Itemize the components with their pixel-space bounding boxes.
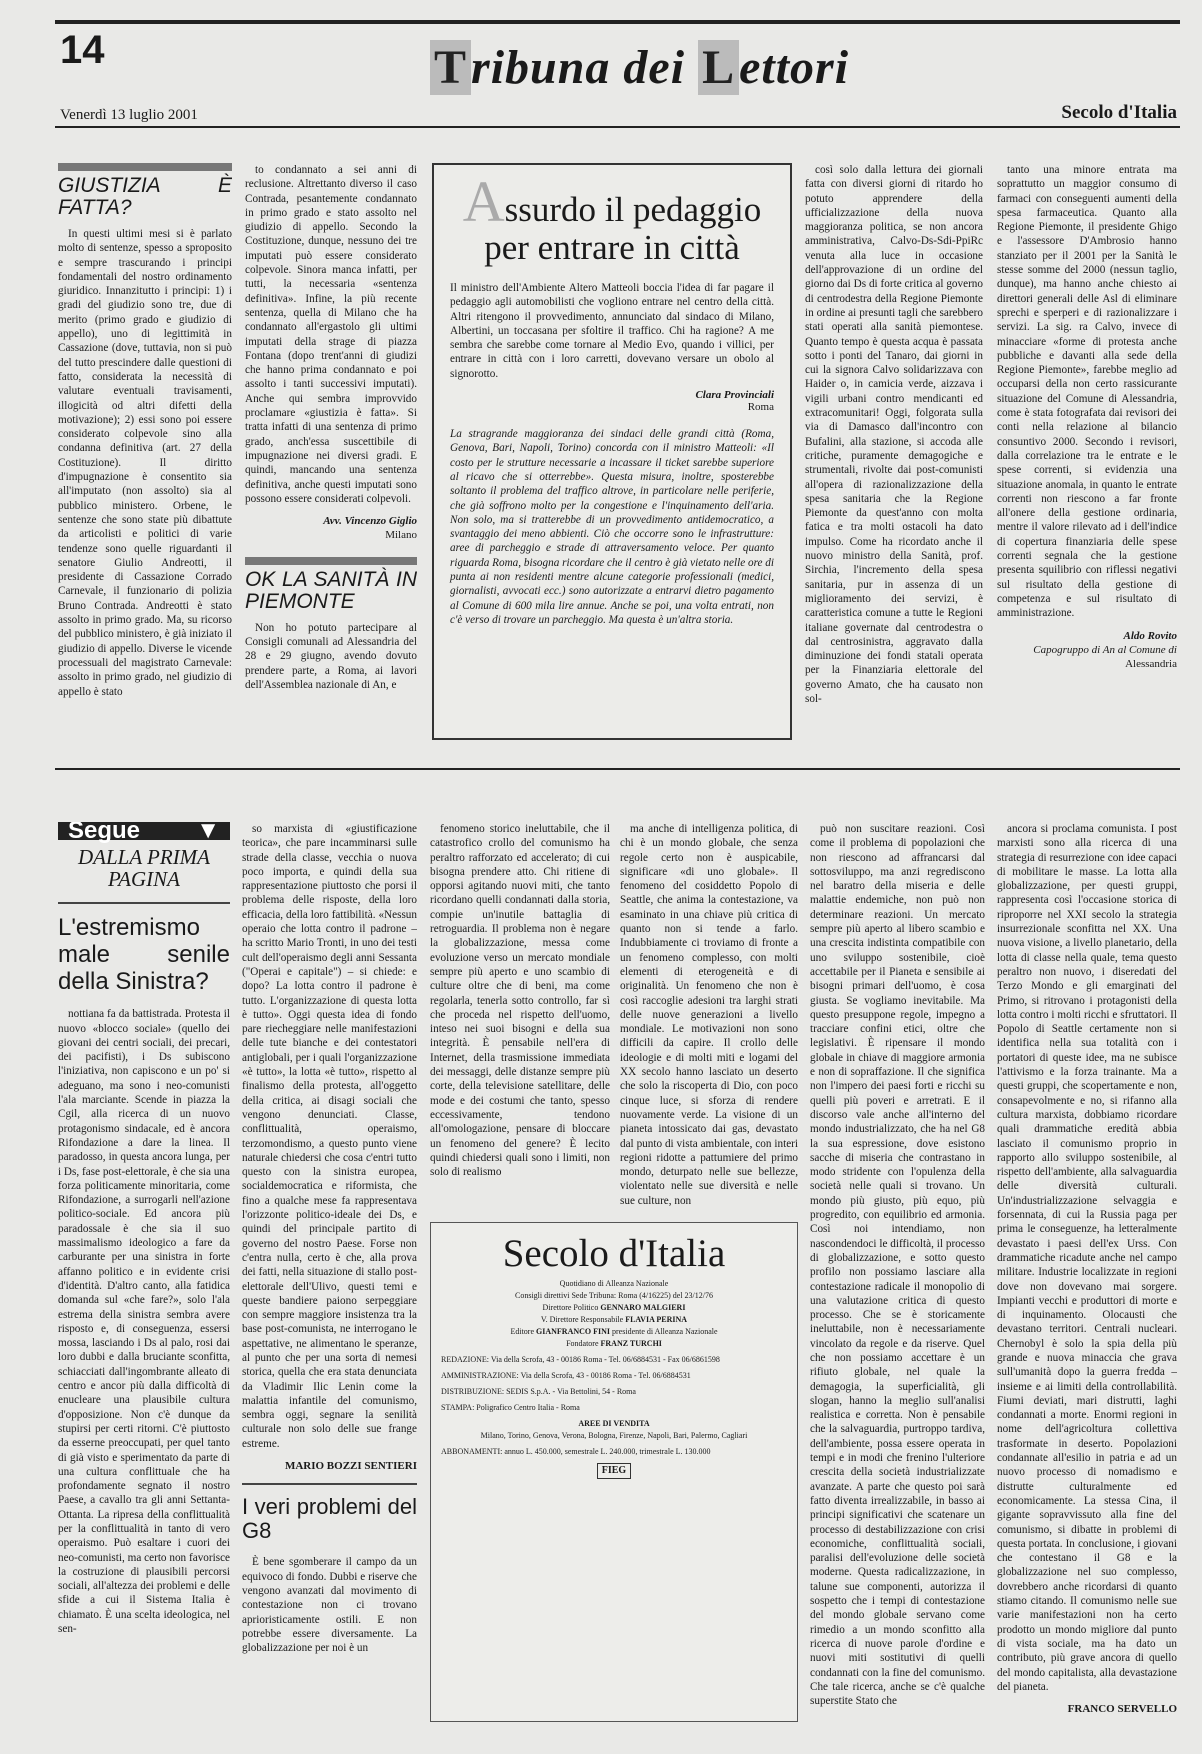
article-g8-body-end: ancora si proclama comunista. I post marxisti sono alla ricerca di una strategia di resurrezione con idee capaci di mobilitare le masse. La lotta alla globalizzazione, per questi gruppi, rappresenta così l'occasione storica di riproporre nel XXI secolo la strategia insurrezionale sconfitta nel XX. Una nuova visione, a livello planetario, della lotta di classe nella quale, tema questo peraltro non nuovo, i diseredati del Terzo Mondo e gli emarginati del Primo, si ritrovano i protagonisti della lotta contro i molti ricchi e sfruttatori. Il Popolo di Seattle certamente non si identifica nella sua totalità con i portatori di queste idee, ma ne subisce l'attivismo e la forza trainante. Ma a questi gruppi, che scopertamente e non, consapevolmente e no, si rifanno alla cultura marxista, dobbiamo ricordare quali drammatiche eredità abbia lasciato il comunismo proprio in rapporto allo sviluppo sostenibile, al rispetto dell'ambiente, alla salvaguardia delle diversità culturali. Un'industrializzazione selvaggia e forsennata, di cui la Russia paga per prima le conseguenze, ha letteralmente devastato i paesi dell'ex Urss. Con drammatiche ricadute anche nel campo militare. Industrie localizzate in regioni dove non dovevano mai sorgere. Impianti vecchi e produttori di morte e di inquinamento. Olocausti che devastano territori. Centrali nucleari. Chernobyl è solo la spia della più grande e nuova minaccia che grava sull'umanità dopo la guerra fredda – insieme e ai limiti della controllabilità. Fiumi deviati, mari distrutti, laghi condannati a morte. Enormi regioni in nome dell'agricoltura collettiva trasformate in deserto. Popolazioni condannate all'esilio in patria e ad un nuovo processo di nomadismo e distrutte culturalmente ed economicamente. La stessa Cina, il gigante sopravvissuto alla fine del comunismo, si dibatte in problemi di questa portata. In conclusione, i giovani che contestano il G8 e la globalizzazione nel suo complesso, dovrebbero anche ricordarsi di quanto stiamo citando. Il comunismo nelle sue varie manifestazioni non ha certo prodotto un mondo migliore dal punto di vista sociale, ma ha dato un contributo, più grave ancora di quello del mondo capitalista, alla devastazione del pianeta. — [997, 823, 1177, 1693]
masthead-initial-t: T — [430, 40, 471, 95]
dateline: Venerdì 13 luglio 2001 — [60, 107, 198, 123]
imprint-director-label: Direttore Politico — [542, 1303, 599, 1312]
article-estremismo — [58, 822, 230, 1740]
article-g8-body-cont2: ma anche di intelligenza politica, di chi è un mondo globale, che senza regole certo non è auspicabile, significare «di uno globale». Il fenomeno del cosiddetto Popolo di Seattle, che anima la contestazione, va esaminato in una chiave più critica di quanto non si tende a farlo. Indubbiamente ci troviamo di fronte a un fenomeno complesso, con molti elementi di eterogeneità e di originalità. Un fenomeno che non è così raccoglie adesioni tra larghi strati delle nuove generazioni a livello mondiale. Le motivazioni non sono difficili da capire. Il crollo delle ideologie e di molti miti e logami del XX secolo hanno lasciato un deserto che solo la riscoperta di Dio, con poco cinque luce, si sforza di rendere nuovamente verde. La visione di un pianeta intossicato dai gas, devastato dal punto di vista ambientale, con interi regioni ridotte a pattumiere del primo mondo, deturpato nelle sue bellezze, violentato nelle sue diversità e nelle sue culture, non — [620, 823, 798, 1207]
letter-body: In questi ultimi mesi si è parlato molto di sentenze, spesso a sproposito e sempre trascurando i principi fondamentali del nostro ordinamento giuridico. Innanzitutto i principi: 1) i gradi del giudizio sono tre, due di merito (primo grado e giudizio di appello), uno di legittimità in Cassazione (dove, tuttavia, non si può del tutto prescindere dalle questioni di fatto, considerata la necessità di valutare eventuali travisamenti, illogicità od altri difetti della motivazione); 2) essi sono poi essere considerato colpevole sino alla condanna definitiva (art. 27 della Costituzione). Il diritto d'impugnazione è consentito sia all'imputato (non assolto) sia al pubblico ministero. Orbene, le sentenze che sono state più dibattute da articolisti e politici di varie tendenze sono quelle riguardanti il senatore Giulio Andreotti, il presidente di Cassazione Corrado Carnevale, il funzionario di polizia Bruno Contrada. Andreotti è stato assolto in primo grado. Ma, su ricorso del pubblico ministero, è già iniziato il giudizio di appello. Diverse le vicende processuali del magistrato Carnevale: assolto in primo grado, nel giudizio di appello è stato — [58, 228, 232, 698]
featured-title-initial: A — [462, 169, 505, 234]
imprint-founder-label: Fondatore — [566, 1339, 599, 1348]
imprint-box — [430, 1222, 798, 1722]
letter-sanita-body-end: tanto una minore entrata ma soprattutto un maggior consumo di farmaci con conseguenti aumenti della spesa farmaceutica. Quanto alla Regione Piemonte, il presidente Ghigo e l'assessore D'Ambrosio hanno stanziato per il 2001 per la Sanità le stesse somme del 2000 (nessun taglio, dunque), ma hanno anche chiesto ai direttori generali delle Asl di eliminare sprechi e sperperi e di razionalizzare i servizi. La sig. ra Calvo, invece di minacciare «forme di protesta anche pubbliche e davanti alla sede della Regione Piemonte», farebbe meglio ad occuparsi della non certo rassicurante situazione del Comune di Alessandria, come è stata fotografata dai revisori dei conti nella relazione al bilancio consuntivo 2000. Secondo i revisori, dalla correlazione tra le entrate e le spese correnti, si evidenzia una situazione anomala, in quanto le entrate correnti non riescono a far fronte all'onere della gestione ordinaria, mentre il valore rilevato ad i dell'indice di copertura finanziaria delle spese correnti segnala che la gestione presenta squilibrio con riflessi negativi sul risultato della gestione di competenza e sul risultato di amministrazione. — [997, 164, 1177, 620]
triangle-down-icon: ▼ — [196, 822, 220, 844]
divider — [242, 1483, 417, 1485]
letter-sanita-place: Alessandria — [1125, 658, 1177, 671]
imprint-redazione: REDAZIONE: Via della Scrofa, 43 - 00186 Roma - Tel. 06/6884531 - Fax 06/6861598 — [441, 1355, 720, 1364]
article-estremismo-cont — [242, 822, 417, 1740]
imprint-editor — [441, 1327, 787, 1337]
article-g8-end — [997, 822, 1177, 1740]
featured-title-rest: ssurdo il pedaggio per entrare in città — [484, 190, 762, 267]
article-g8-body-cont3: può non suscitare reazioni. Così come il problema di popolazioni che non riescono ad affrancarsi dal sottosviluppo, ma anzi regrediscono nel baratro della miseria e delle malattie endemiche, non può non determinare reazioni. Un mercato sempre più aperto al libero scambio e una crescita indistinta compatibile con uno sviluppo sostenibile, cioè accettabile per il Pianeta e sensibile ai bisogni primari dell'uomo, è cosa giusta. Se vogliamo inevitabile. Ma questo presuppone regole, impegno a tracciare confini etici, oltre che legislativi. È ripensare il mondo globale in chiave di maggiore armonia e non di sopraffazione. Il che significa non l'impero dei paesi forti e ricchi su quelli più poveri e arretrati. E il discorso vale anche all'interno del mondo industrializzato, che ha nel G8 la sua espressione, dove esistono sacche di miseria che contrastano in modo stridente con l'opulenza della società nelle quali si trovano. Un mondo più giusto, più equo, più progredito, con equilibrio ed armonia. Così noi intendiamo, non nascondendoci le difficoltà, il processo di globalizzazione, e sotto questo profilo non possiamo lasciare alla contestazione radicale il monopolio di una valutazione critica di questo processo. Che se è storicamente ineluttabile, non è necessariamente vincolato da regole e da riserve. Quel che non possiamo accettare è un rifiuto globale, nel quale la demagogia, la superficialità, gli slogan, hanno la meglio sull'analisi realistica e corretta. Non è pensabile che la salvaguardia, purtroppo tardiva, dell'ambiente, possa essere operata in tempi e in modi che frenino l'ulteriore crescita della società industrializzate avanzate. A parte che questo poi sarà fatto diventa irrealizzabile, in basso ai principi significativi che scatenare un processo di destabilizzazione con crisi economiche, conflittualità sociali, paralisi dell'evoluzione delle società moderne. Questa radicalizzazione, in talune sue componenti, autorizza il sospetto che i tempi di contestazione del mondo globale servano come rimedio a un mondo sconfitto alla ricerca di nuove parole d'ordine e nuovi miti sostitutivi di quelli condannati con la fine del comunismo. Che tale ricerca, anche se c'è qualche superstite Stato che — [810, 823, 985, 1708]
imprint-subtitle: Quotidiano di Alleanza Nazionale — [559, 1279, 669, 1288]
imprint-distribuzione: DISTRIBUZIONE: SEDIS S.p.A. - Via Bettolini, 54 - Roma — [441, 1387, 636, 1396]
featured-reply: La stragrande maggioranza dei sindaci delle grandi città (Roma, Genova, Bari, Napoli, Torino) concorda con il ministro Matteoli: «Il costo per le strutture necessarie a incassare il ticket sarebbe superiore al ricavo che si otterrebbe». Questa misura, inoltre, sposterebbe soltanto il problema del traffico altrove, in particolare nelle periferie, che già soffrono molto per la congestione e l'inquinamento dell'aria. Non solo, ma si tratterebbe di un provvedimento antidemocratico, a svantaggio dei meno abbienti. Ciò che occorre sono le infrastrutture: aree di parcheggio e strade di attraversamento veloce. Per quanto riguarda Roma, bisogna ricordare che il centro è già vietato nelle ore di punta ai non residenti mentre alcune categorie professionali (medici, giornalisti, avvocati ecc.) sono autorizzate a entrarvi dietro pagamento al Comune di 600 mila lire annue. Anche se poi, una volta entrati, non c'è verso di trovare un parcheggio. Ma questa è un'altra storia. — [450, 428, 774, 626]
letter-sanita-body-cont: così solo dalla lettura dei giornali fatta con diversi giorni di ritardo ho potuto apprendere della ufficializzazione della nuova maggioranza politica, se non ancora amministrativa, Calvo-Ds-Sdi-PpiRc venuta alla luce in occasione dell'approvazione di un ordine del giorno dai Ds di forte critica al governo di centrodestra della Regione Piemonte in ordine ai presunti tagli che sarebbero stati operati alla sanità piemontese. Quanto tempo è questa acqua è passata sotto i ponti del Tanaro, dai giorni in cui la signora Calvo solidarizzava con Haider o, in camicia verde, aizzava i vigili urbani contro mendicanti ed extracomunitari! Oggi, folgorata sulla via di Damasco dall'incontro con Bufalini, alla stazione, si accoda alle critiche, puramente demagogiche e strumentali, rivolte dai post-comunisti all'opera di razionalizzazione della spesa sanitaria che la Regione Piemonte da quest'anno con molta fatica e tra molti ostacoli ha dato impulso. Come ha ricordato anche il nuovo ministro della Sanità, prof. Sirchia, l'incremento della spesa sanitaria, pur in assenza di un miglioramento dei servizi, è caratteristica comune a tutte le Regioni italiane governate dal centrodestra o dal centrosinistra, aggravato dalla diminuzione dei fondi statali operata per la Finanziaria elettorale del governo Amato, che ha causato non sol- — [805, 164, 983, 705]
header-rule — [55, 126, 1180, 128]
imprint-director — [441, 1303, 787, 1313]
imprint-amministrazione: AMMINISTRAZIONE: Via della Scrofa, 43 - 00186 Roma - Tel. 06/6884531 — [441, 1371, 691, 1380]
letter-signature: Avv. Vincenzo Giglio — [323, 515, 417, 528]
imprint-editor-role: presidente di Alleanza Nazionale — [612, 1327, 718, 1336]
paper-name: Secolo d'Italia — [1061, 102, 1177, 123]
imprint-stampa: STAMPA: Poligrafico Centro Italia - Roma — [441, 1403, 580, 1412]
masthead-text-1: ribuna dei — [471, 41, 699, 94]
letter-sanita-role: Capogruppo di An al Comune di — [1033, 643, 1177, 656]
article-body-cont: so marxista di «giustificazione teorica», che pare incamminarsi sulle strade della classe, vecchia o nuova poco importa, e quindi della sua rappresentazione piuttosto che porsi il problema delle risposte, della loro efficacia, della loro fattibilità. «Nessun operaio che lotta contro il padrone – ha scritto Mario Tronti, in uno dei testi cult dell'operaismo degli anni Sessanta ("Operai e capitale") – si chiede: e dopo? La lotta contro il padrone è tutto. L'organizzazione di questa lotta è tutto». Oggi questa idea di fondo pare riecheggiare nelle manifestazioni delle tute bianche e dei contestatori antiglobali, per i quali l'organizzazione «è tutto», la lotta «è tutto», rispetto al finalismo della protesta, all'oggetto della critica, ai disagi sociali che vengono denunciati. Classe, conflittualità, operaismo, terzomondismo, a questo punto viene naturale chiedersi che cosa c'entri tutto questo con la sinistra europea, socialdemocratica e riformista, che fino a qualche mese fa rappresentava l'orizzonte politico-ideale dei Ds, e quindi del principale partito di governo del nostro Paese. Forse non c'entra nulla, certo è che, alla prova dei fatti, nella situazione di stallo post-elettorale dell'Ulivo, questi temi e queste bandiere paiono serpeggiare con sempre maggiore insistenza tra la base post-comunista, ne interrogano le aspettative, ne alimentano le speranze, al punto che per una sorta di nemesi storica, quella che era stata denunciata da Vladimir Ilic Lenin come la malattia infantile del comunismo, sembra oggi, segnare la senilità culturale non solo delle sue frange estreme. — [242, 823, 417, 1450]
imprint-areas: Milano, Torino, Genova, Verona, Bologna, Firenze, Napoli, Bari, Palermo, Cagliari — [480, 1431, 748, 1440]
letter-sanita-body: Non ho potuto partecipare al Consigli comunali ad Alessandria del 28 e 29 giugno, avendo dovuto prendere parte, a Roma, ai lavori dell'Assemblea nazionale di An, e — [245, 621, 417, 691]
segue-banner — [58, 822, 230, 844]
letter-sanita-signature: Aldo Rovito — [1123, 629, 1177, 642]
article-g8-title: I veri problemi del G8 — [242, 1494, 417, 1544]
section-masthead — [430, 40, 849, 95]
imprint-vice — [441, 1315, 787, 1325]
article-title: L'estremismo male senile della Sinistra? — [58, 914, 230, 996]
featured-letter — [432, 163, 792, 740]
article-signature: MARIO BOZZI SENTIERI — [284, 1460, 417, 1473]
featured-title — [450, 169, 774, 267]
top-rule — [55, 20, 1180, 24]
letter-sanita-title: OK LA SANITÀ IN PIEMONTE — [245, 557, 417, 613]
featured-body — [450, 281, 774, 381]
letter-giustizia — [58, 163, 232, 743]
letter-title: GIUSTIZIA È FATTA? — [58, 163, 232, 219]
featured-place: Roma — [747, 401, 774, 414]
fieg-logo: FIEG — [597, 1463, 631, 1479]
imprint-editor-label: Editore — [510, 1327, 535, 1336]
imprint-founder — [441, 1339, 787, 1349]
imprint-founder-name: FRANZ TURCHI — [600, 1339, 662, 1348]
letter-sanita-end — [997, 163, 1177, 743]
imprint-vice-name: FLAVIA PERINA — [625, 1315, 688, 1324]
letter-place: Milano — [385, 529, 417, 542]
letter-sanita-cont — [805, 163, 983, 743]
article-g8-cont — [430, 822, 610, 1212]
article-g8-body-cont: fenomeno storico ineluttabile, che il catastrofico crollo del comunismo ha peraltro rafforzato ed accelerato; di cui bisogna prendere atto. Chi ritiene di opporsi agitando nuovi miti, che tanto ricordano quelli condannati dalla storia, compie un'inutile battaglia di retroguardia. Il problema non è negare la globalizzazione, messa come evoluzione verso un mercato mondiale sempre più aperto e uno scambio di culture oltre che di beni, ma come regolarla, tenerla sotto controllo, far sì che proceda nel rispetto dell'uomo, inteso nei suoi bisogni e della sua integrità. È pensabile nell'era di Internet, della trasmissione immediata dei messaggi, delle distanze sempre più corte, della televisione satellitare, delle mode e dei costumi che tanto, spesso eccessivamente, tendono all'omologazione, pensare di bloccare un fenomeno del genere? È lecito quindi chiedersi quali sono i limiti, non solo di realismo — [430, 823, 610, 1179]
segue-label: Segue — [68, 822, 141, 844]
imprint-director-name: GENNARO MALGIERI — [600, 1303, 686, 1312]
letter-giustizia-cont — [245, 163, 417, 743]
masthead-initial-l: L — [698, 40, 739, 95]
imprint-vice-label: V. Direttore Responsabile — [540, 1315, 624, 1324]
imprint-abbonamenti: ABBONAMENTI: annuo L. 450.000, semestrale L. 240.000, trimestrale L. 130.000 — [441, 1447, 711, 1456]
imprint-areas-label: AREE DI VENDITA — [578, 1419, 650, 1428]
article-g8-cont2 — [620, 822, 798, 1212]
imprint-founded: Consigli direttivi Sede Tribuna: Roma (4/16225) del 23/12/76 — [515, 1291, 713, 1300]
imprint-editor-name: GIANFRANCO FINI — [536, 1327, 611, 1336]
article-g8-cont3 — [810, 822, 985, 1740]
page-number: 14 — [60, 28, 105, 72]
featured-body-text: Il ministro dell'Ambiente Altero Matteoli boccia l'idea di far pagare il pedaggio agli automobilisti che vogliono entrare nel centro della città. Altri ritengono il provvedimento, annunciato dal sindaco di Milano, Albertini, un toccasana per sfoltire il traffico. Chi ha ragione? A me sembra che sarebbe come tornare al Medio Evo, quando i villici, per entrare in città con i loro carretti, dovevano versare un obolo al signorotto. — [450, 282, 774, 380]
imprint-title: Secolo d'Italia — [502, 1232, 726, 1275]
article-g8-signature: FRANCO SERVELLO — [1067, 1703, 1177, 1716]
featured-signature: Clara Provinciali — [695, 389, 774, 402]
divider — [58, 902, 230, 904]
letter-body-cont: to condannato a sei anni di reclusione. Altrettanto diverso il caso Contrada, pesantemente condannato in primo grado e stato assolto nel giudizio di appello. Secondo la Costituzione, dunque, nessuno dei tre imputati può essere considerato colpevole. Sinora manca infatti, per tutti, la necessaria «sentenza definitiva». Infine, la più recente sentenza, quella di Milano che ha condannato all'ergastolo gli ultimi imputati della strage di piazza Fontana (dopo trent'anni di giudizi che hanno prima condannato e poi assolto i tanti successivi imputati). Anche qui sembra improvvido proclamare «giustizia è fatta». Si tratta infatti di una sentenza di primo grado, anch'essa suscettibile di impugnazione nei diversi gradi. E quindi, mancando una sentenza definitiva, anche questi imputati sono possono essere considerati colpevoli. — [245, 164, 417, 505]
masthead-text-2: ettori — [739, 41, 850, 94]
article-g8-body: È bene sgomberare il campo da un equivoco di fondo. Dubbi e riserve che vengono avanzati dal movimento di contestazione non ci trovano aprioristicamente ostili. E non potrebbe essere diversamente. La globalizzazione per noi è un — [242, 1556, 417, 1655]
section-divider — [55, 768, 1180, 770]
article-body: nottiana fa da battistrada. Protesta il nuovo «blocco sociale» (quello dei giovani dei centri sociali, dei precari, dei pacifisti), i Ds subiscono l'iniziativa, non capiscono e un po' si adeguano, ma sono i neo-comunisti l'ala marciante. Scende in piazza la Cgil, alla ricerca di un nuovo protagonismo sindacale, ed è ancora Rifondazione a dare la linea. Il paradosso, in questa ancora lunga, per i Ds, fase post-elettorale, è che sia una forza politicamente minoritaria, come Rifondazione, a surrogarli nell'azione politico-sociale. Ed ancora più paradossale è che sia il suo massimalismo ideologico a fare da carburante per una sinistra in forte affanno politico e in evidente crisi d'identità. D'altro canto, alla fatidica domanda sul «che fare?», solo l'ala estrema della sinistra sembra avere risposto e, di conseguenza, essersi mossa, lasciando i Ds al palo, rosi dai loro dubbi e dalla bruciante sconfitta, schiacciati dall'ingombrante alleato di centro e ancor più dalla difficoltà di enucleare una plausibile cultura d'opposizione. Non c'è dunque da stupirsi per certi ritorni. C'è piuttosto da esserne preoccupati, per quel tanto di già visto e sperimentato da parte di una cultura conflittuale che ha profondamente segnato il nostro Paese, a cavallo tra gli anni Settanta-Ottanta. La ripresa della conflittualità per la conflittualità in tanto di vero operaismo. Può esaltare i cuori dei neo-comunisti, ma certo non favorisce la costruzione di plausibili percorsi sociali, all'altezza dei problemi e delle sfide a cui il Sistema Italia è chiamato. È una scelta ideologica, nel sen- — [58, 1008, 230, 1636]
segue-subtitle: DALLA PRIMA PAGINA — [77, 845, 211, 892]
